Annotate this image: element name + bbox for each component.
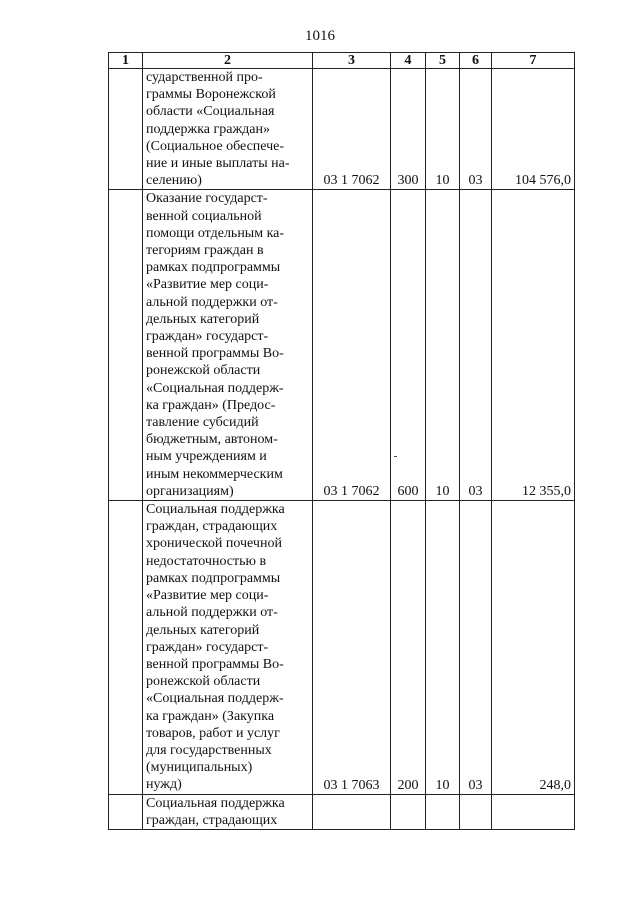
header-col-3: 3 — [313, 53, 391, 69]
amount: 104 576,0 — [492, 69, 575, 190]
description-line: ка граждан» (Закупка — [146, 708, 275, 724]
page-number: 1016 — [305, 28, 335, 44]
description-line: (Социальное обеспече- — [146, 138, 285, 154]
section-code — [426, 794, 460, 829]
item-description — [143, 190, 313, 501]
description-line: рамках подпрограммы — [146, 570, 281, 586]
item-description — [143, 794, 313, 829]
amount: 248,0 — [492, 501, 575, 794]
description-line: граждан» государст- — [146, 639, 269, 655]
description-line: «Социальная поддерж- — [146, 380, 284, 396]
program-code — [313, 794, 391, 829]
row-number-cell — [109, 501, 143, 794]
header-col-4: 4 — [391, 53, 426, 69]
description-line: ронежской области — [146, 674, 261, 690]
expense-type: 300 — [391, 69, 426, 190]
description-line: хронической почечной — [146, 536, 282, 552]
description-line: граждан, страдающих — [146, 519, 278, 535]
program-code: 03 1 7062 — [313, 190, 391, 501]
description-line: ка граждан» (Предос- — [146, 397, 276, 413]
row-number-cell — [109, 794, 143, 829]
description-line: нужд) — [146, 777, 182, 793]
header-col-5: 5 — [426, 53, 460, 69]
description-line: ронежской области — [146, 363, 261, 379]
item-description — [143, 501, 313, 794]
header-col-6: 6 — [460, 53, 492, 69]
header-row — [109, 53, 575, 69]
description-line: дельных категорий — [146, 311, 260, 327]
item-description — [143, 69, 313, 190]
header-col-7: 7 — [492, 53, 575, 69]
scan-mark — [394, 456, 397, 457]
description-line: венной программы Во- — [146, 656, 284, 672]
description-line: Социальная поддержка — [146, 795, 285, 811]
subsection-code: 03 — [460, 190, 492, 501]
description-line: альной поддержки от- — [146, 294, 278, 310]
description-line: (муниципальных) — [146, 760, 253, 776]
table-row — [109, 794, 575, 829]
header-col-1: 1 — [109, 53, 143, 69]
description-line: Социальная поддержка — [146, 502, 285, 518]
table-row — [109, 69, 575, 190]
description-line: «Развитие мер соци- — [146, 277, 269, 293]
subsection-code — [460, 794, 492, 829]
description-line: рамках подпрограммы — [146, 260, 281, 276]
program-code: 03 1 7063 — [313, 501, 391, 794]
expense-type: 600 — [391, 190, 426, 501]
description-line: тавление субсидий — [146, 415, 259, 431]
description-line: для государственных — [146, 742, 272, 758]
section-code: 10 — [426, 190, 460, 501]
row-number-cell — [109, 190, 143, 501]
subsection-code: 03 — [460, 501, 492, 794]
description-line: венной программы Во- — [146, 346, 284, 362]
description-line: альной поддержки от- — [146, 605, 278, 621]
description-line: иным некоммерческим — [146, 466, 283, 482]
description-line: недостаточностью в — [146, 553, 267, 569]
description-line: граждан, страдающих — [146, 812, 278, 828]
description-line: «Развитие мер соци- — [146, 588, 269, 604]
expense-type: 200 — [391, 501, 426, 794]
section-code: 10 — [426, 69, 460, 190]
description-line: товаров, работ и услуг — [146, 725, 280, 741]
description-line: организациям) — [146, 483, 234, 499]
table-row — [109, 190, 575, 501]
program-code: 03 1 7062 — [313, 69, 391, 190]
description-line: бюджетным, автоном- — [146, 432, 278, 448]
row-number-cell — [109, 69, 143, 190]
header-col-2: 2 — [143, 53, 313, 69]
description-line: ным учреждениям и — [146, 449, 267, 465]
section-code: 10 — [426, 501, 460, 794]
description-line: тегориям граждан в — [146, 243, 264, 259]
description-line: «Социальная поддерж- — [146, 691, 284, 707]
description-line: Оказание государст- — [146, 191, 268, 207]
budget-table — [108, 52, 575, 830]
description-line: венной социальной — [146, 208, 262, 224]
amount — [492, 794, 575, 829]
description-line: сударственной про- — [146, 70, 263, 85]
description-line: поддержка граждан» — [146, 121, 270, 137]
description-line: дельных категорий — [146, 622, 260, 638]
table-row — [109, 501, 575, 794]
description-line: граждан» государст- — [146, 329, 269, 345]
amount: 12 355,0 — [492, 190, 575, 501]
description-line: граммы Воронежской — [146, 87, 276, 103]
description-line: ние и иные выплаты на- — [146, 156, 290, 172]
expense-type — [391, 794, 426, 829]
description-line: области «Социальная — [146, 104, 275, 120]
description-line: селению) — [146, 173, 202, 189]
description-line: помощи отдельным ка- — [146, 225, 285, 241]
subsection-code: 03 — [460, 69, 492, 190]
